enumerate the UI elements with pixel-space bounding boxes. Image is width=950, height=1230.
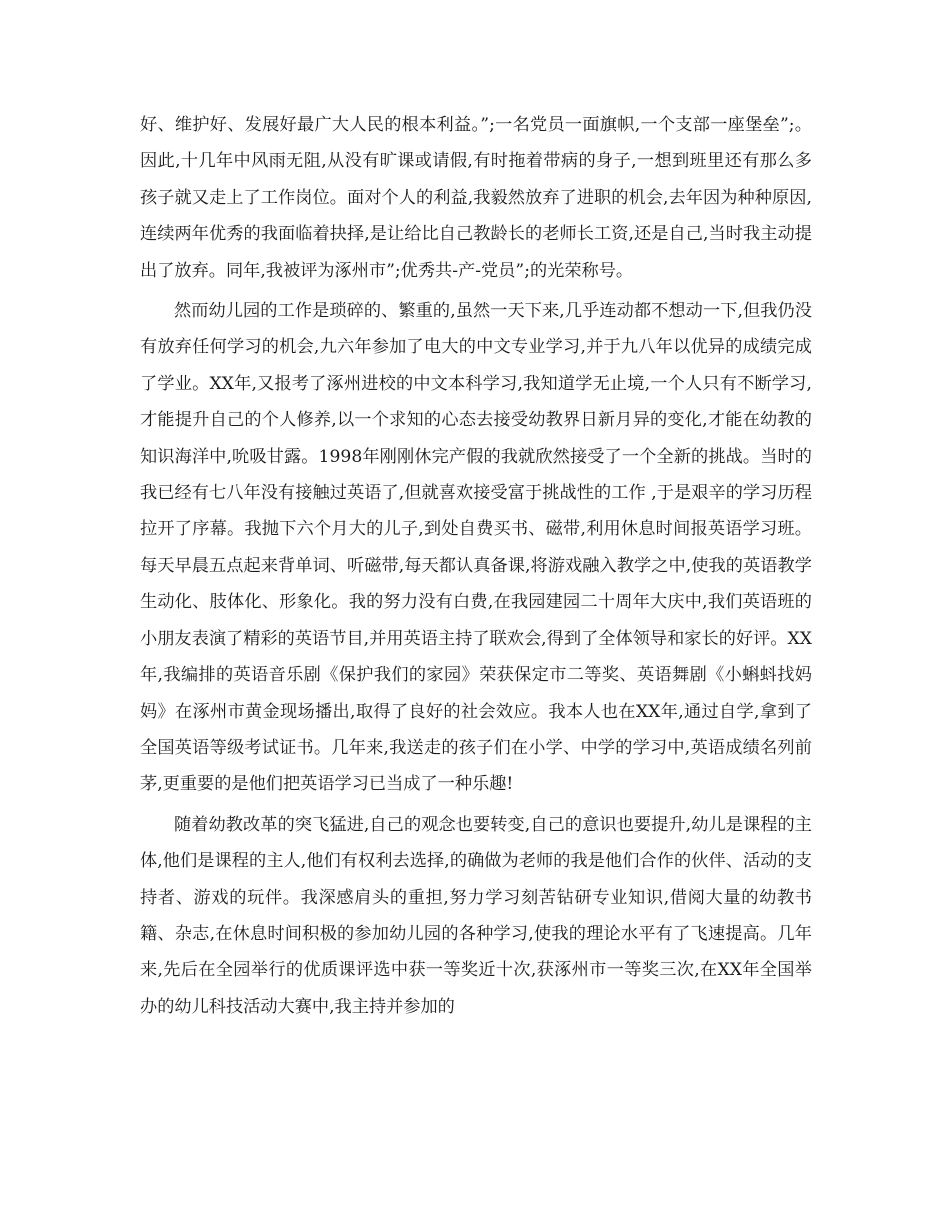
paragraph-2: 然而幼儿园的工作是琐碎的、繁重的,虽然一天下来,几乎连动都不想动一下,但我仍没有放弃任何学习的机会,九六年参加了电大的中文专业学习,并于九八年以优异的成绩完成了学业。XX年,又报考了涿州进校的中文本科学习,我知道学无止境,一个人只有不断学习,才能提升自己的个人修养,以一个求知的心态去接受幼教界日新月异的变化,才能在幼教的知识海洋中,吮吸甘露。1998年刚刚休完产假的我就欣然接受了一个全新的挑战。当时的我已经有七八年没有接触过英语了,但就喜欢接受富于挑战性的工作 ,于是艰辛的学习历程拉开了序幕。我抛下六个月大的儿子,到处自费买书、磁带,利用休息时间报英语学习班。每天早晨五点起来背单词、听磁带,每天都认真备课,将游戏融入教学之中,使我的英语教学生动化、肢体化、形象化。我的努力没有白费,在我园建园二十周年大庆中,我们英语班的小朋友表演了精彩的英语节目,并用英语主持了联欢会,得到了全体领导和家长的好评。XX年,我编排的英语音乐剧《保护我们的家园》荣获保定市二等奖、英语舞剧《小蝌蚪找妈妈》在涿州市黄金现场播出,取得了良好的社会效应。我本人也在XX年,通过自学,拿到了全国英语等级考试证书。几年来,我送走的孩子们在小学、中学的学习中,英语成绩名列前茅,更重要的是他们把英语学习已当成了一种乐趣!	[140, 301, 812, 795]
paragraph-3: 随着幼教改革的突飞猛进,自己的观念也要转变,自己的意识也要提升,幼儿是课程的主体,他们是课程的主人,他们有权利去选择,的确做为老师的我是他们合作的伙伴、活动的支持者、游戏的玩伴。我深感肩头的重担,努力学习刻苦钻研专业知识,借阅大量的幼教书籍、杂志,在休息时间积极的参加幼儿园的各种学习,使我的理论水平有了飞速提高。几年来,先后在全园举行的优质课评选中获一等奖近十次,获涿州市一等奖三次,在XX年全国举办的幼儿科技活动大赛中,我主持并参加的	[140, 814, 812, 1017]
document-body	[140, 107, 812, 1025]
paragraph-1: 好、维护好、发展好最广大人民的根本利益。”;一名党员一面旗帜,一个支部一座堡垒”;。因此,十几年中风雨无阻,从没有旷课或请假,有时拖着带病的身子,一想到班里还有那么多孩子就又走上了工作岗位。面对个人的利益,我毅然放弃了进职的机会,去年因为种种原因,连续两年优秀的我面临着抉择,是让给比自己教龄长的老师长工资,还是自己,当时我主动提出了放弃。同年,我被评为涿州市”;优秀共-产-党员”;的光荣称号。	[140, 115, 812, 281]
